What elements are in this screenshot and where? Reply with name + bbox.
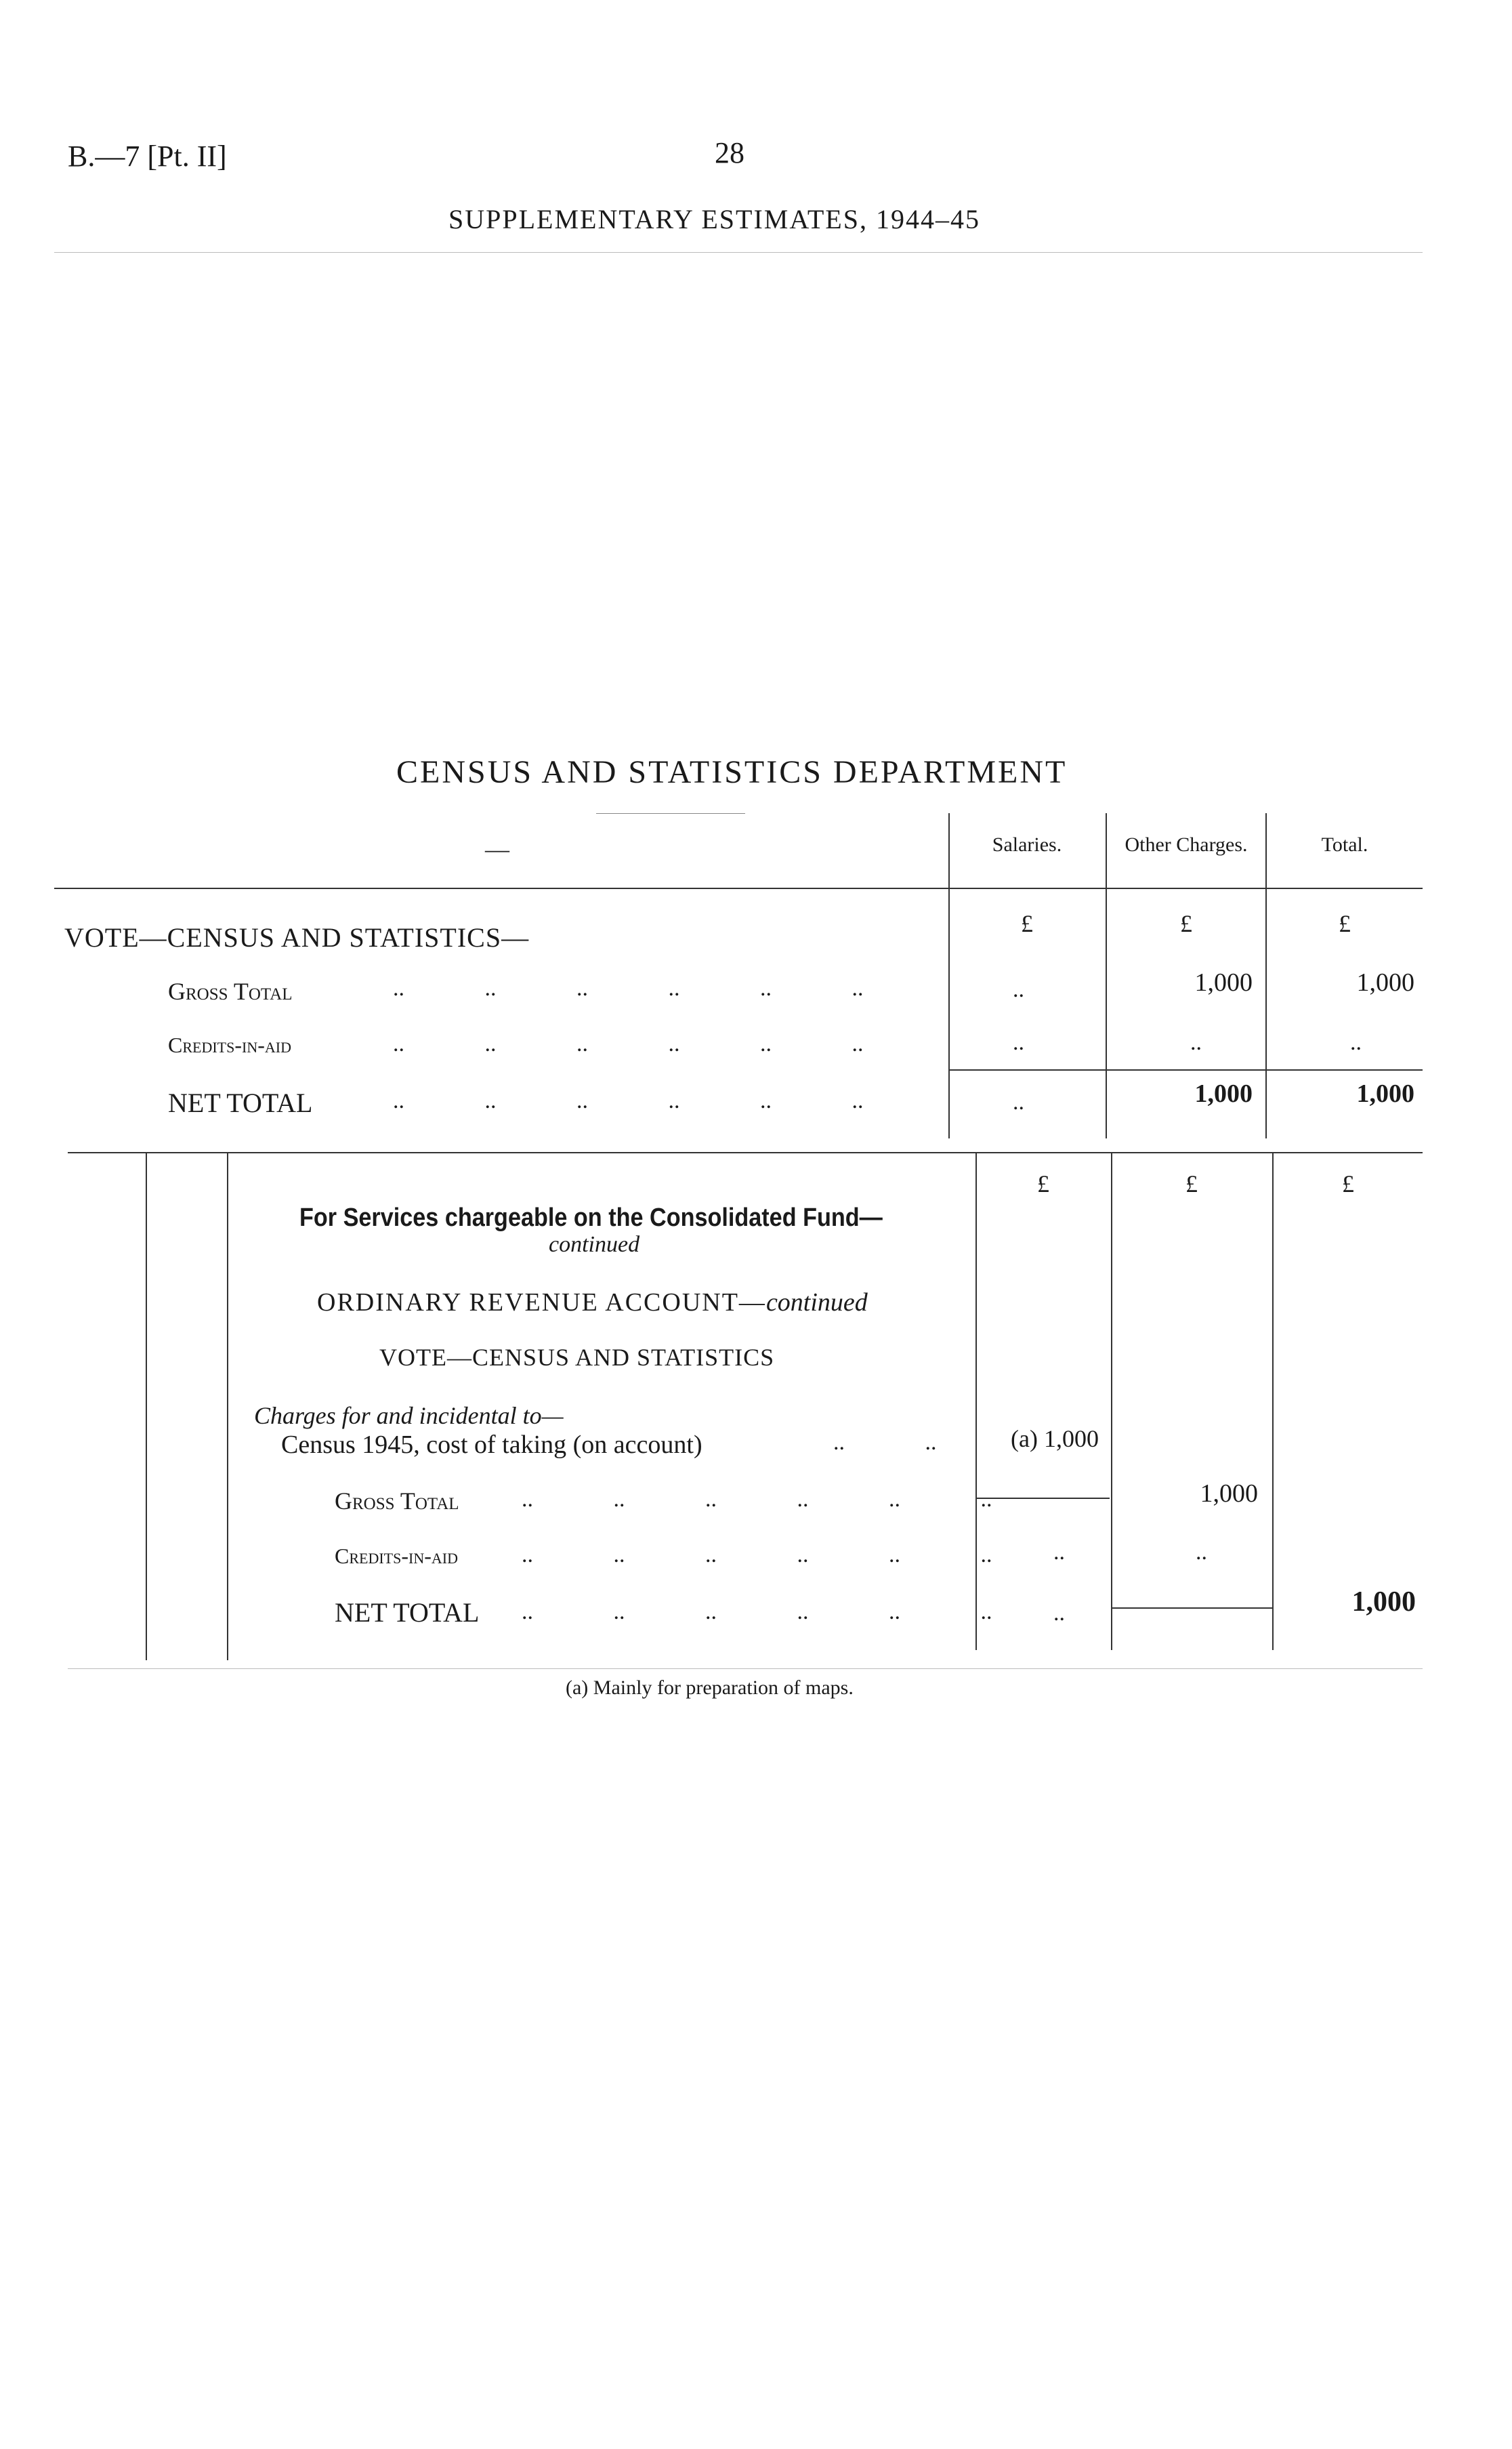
leader-dots: .. .. .. .. .. .. (522, 1599, 992, 1624)
summary-other-currency: £ (1180, 910, 1192, 937)
account-heading (317, 1288, 868, 1317)
column-divider (1111, 1152, 1112, 1650)
detail-net-salaries: .. (1053, 1601, 1065, 1626)
detail-gross-other: 1,000 (1200, 1479, 1258, 1508)
leader-dots: .. .. .. .. .. .. (393, 1088, 864, 1113)
page-number: 28 (715, 136, 744, 169)
column-divider (1272, 1152, 1274, 1650)
other-charges-column-header: Other Charges. (1125, 834, 1248, 856)
header-rule (54, 252, 1423, 253)
detail-credits-salaries: .. (1053, 1540, 1065, 1565)
account-heading-main: ORDINARY REVENUE ACCOUNT— (317, 1288, 766, 1317)
census-item-label: Census 1945, cost of taking (on account) (281, 1431, 702, 1459)
detail-net-total-label: NET TOTAL (335, 1597, 480, 1628)
summary-credits-other: .. (1190, 1030, 1202, 1055)
summary-net-salaries: .. (1013, 1090, 1024, 1115)
detail-salaries-currency: £ (1037, 1170, 1049, 1197)
document-reference: B.—7 [Pt. II] (68, 140, 227, 173)
summary-gross-total-label: Gross Total (168, 978, 293, 1005)
census-item-salaries: (a) 1,000 (1011, 1425, 1099, 1452)
account-heading-continued: continued (765, 1288, 868, 1317)
department-title: CENSUS AND STATISTICS DEPARTMENT (396, 754, 1068, 790)
item-subtotal-rule (977, 1498, 1110, 1499)
leader-dots: .. .. .. .. .. .. (522, 1542, 992, 1567)
summary-credits-total: .. (1350, 1030, 1362, 1055)
charges-heading: Charges for and incidental to— (254, 1402, 564, 1429)
column-divider (975, 1152, 977, 1650)
detail-credits-other: .. (1196, 1540, 1207, 1565)
summary-net-total-label: NET TOTAL (168, 1088, 313, 1118)
consolidated-fund-heading: For Services chargeable on the Consolidated Fund— (299, 1203, 883, 1232)
summary-salaries-currency: £ (1021, 910, 1033, 937)
summary-net-other: 1,000 (1194, 1079, 1253, 1108)
running-title: SUPPLEMENTARY ESTIMATES, 1944–45 (448, 204, 980, 234)
stub-column-dash: — (485, 836, 509, 863)
credits-subtotal-rule (1112, 1607, 1272, 1609)
leader-dots: .. .. (833, 1430, 937, 1455)
summary-vote-title: VOTE—CENSUS AND STATISTICS— (64, 922, 530, 953)
detail-other-currency: £ (1185, 1170, 1198, 1197)
leader-dots: .. .. .. .. .. .. (393, 1031, 864, 1056)
subtotal-rule (950, 1069, 1423, 1071)
title-rule (596, 813, 745, 814)
detail-total-currency: £ (1342, 1170, 1354, 1197)
margin-column-line (146, 1152, 147, 1660)
detail-net-total: 1,000 (1351, 1586, 1416, 1618)
summary-credits-salaries: .. (1013, 1030, 1024, 1055)
detail-bottom-rule (68, 1668, 1423, 1669)
summary-gross-other: 1,000 (1194, 968, 1253, 997)
header-row-rule (54, 888, 1423, 889)
detail-vote-heading: VOTE—CENSUS AND STATISTICS (379, 1344, 775, 1371)
detail-gross-total-label: Gross Total (335, 1487, 459, 1515)
summary-credits-label: Credits-in-aid (168, 1033, 291, 1057)
margin-column-line (227, 1152, 228, 1660)
footnote: (a) Mainly for preparation of maps. (566, 1676, 854, 1699)
summary-total-currency: £ (1339, 910, 1351, 937)
total-column-header: Total. (1321, 834, 1368, 856)
consolidated-fund-continued: continued (549, 1232, 640, 1257)
leader-dots: .. .. .. .. .. .. (522, 1487, 992, 1512)
summary-net-total: 1,000 (1356, 1079, 1414, 1108)
leader-dots: .. .. .. .. .. .. (393, 976, 864, 1001)
detail-credits-label: Credits-in-aid (335, 1544, 458, 1568)
summary-gross-salaries: .. (1013, 977, 1024, 1002)
salaries-column-header: Salaries. (992, 834, 1062, 856)
detail-top-rule (68, 1152, 1423, 1153)
summary-gross-total: 1,000 (1356, 968, 1414, 997)
